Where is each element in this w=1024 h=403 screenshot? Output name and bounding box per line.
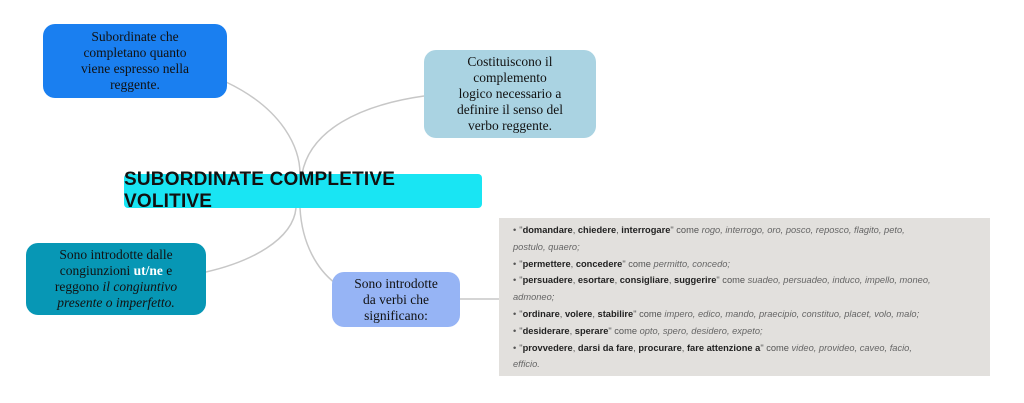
connector-to-verbi	[300, 208, 335, 283]
connector-to-introdotte	[206, 208, 296, 272]
bullet-icon: •	[513, 275, 517, 286]
verb-list-item	[513, 222, 982, 239]
conjunction-ne: ne	[149, 263, 163, 278]
text-fragment: ,	[572, 275, 578, 286]
node-text-line: completano quanto	[83, 45, 187, 60]
node-text-line: Sono introdotte dalle	[59, 247, 173, 262]
verb-keyword: desiderare	[522, 325, 570, 336]
bullet-icon: •	[513, 225, 517, 235]
text-fragment-italic: il congiuntivo	[102, 279, 178, 294]
verb-keyword: interrogare	[621, 225, 671, 235]
text-fragment: " come	[760, 342, 792, 353]
node-text-line: Costituiscono il	[467, 54, 553, 69]
text-fragment: "	[519, 275, 523, 286]
node-text-line: significano:	[364, 307, 428, 323]
verb-list-continuation: efficio.	[513, 359, 540, 370]
verb-list-photo	[499, 218, 990, 376]
text-fragment: ,	[616, 225, 622, 235]
bullet-icon: •	[513, 342, 517, 353]
node-text-line: logico necessario a	[458, 86, 562, 101]
node-text-line: da verbi che	[363, 291, 429, 307]
text-fragment: ,	[614, 275, 620, 286]
text-fragment: " come	[670, 225, 702, 235]
verb-keyword: chiedere	[577, 225, 617, 235]
text-fragment: "	[519, 225, 523, 235]
node-text-line	[55, 295, 177, 311]
latin-examples: permitto, concedo;	[653, 258, 731, 269]
verb-keyword: esortare	[577, 275, 615, 286]
verb-keyword: persuadere	[522, 275, 573, 286]
text-fragment: "	[519, 325, 523, 336]
verb-keyword: fare attenzione a	[686, 342, 761, 353]
text-fragment: ,	[572, 225, 578, 235]
node-text-line: Subordinate che	[91, 29, 179, 44]
verb-keyword: procurare	[638, 342, 682, 353]
node-text-line: verbo reggente.	[468, 118, 552, 133]
text-fragment: " come	[622, 258, 654, 269]
node-text-line	[55, 263, 177, 279]
verb-keyword: volere	[564, 308, 593, 319]
latin-examples: impero, edico, mando, praecipio, constituo, placet, volo, malo;	[664, 308, 920, 319]
node-text-line	[55, 279, 177, 295]
node-costituiscono-complemento	[424, 50, 596, 138]
conjunction-separator: /	[145, 263, 150, 278]
text-fragment: ,	[592, 308, 598, 319]
bullet-icon: •	[513, 258, 517, 269]
bullet-icon: •	[513, 308, 517, 319]
text-fragment: ,	[559, 308, 565, 319]
text-fragment: ,	[569, 325, 575, 336]
text-fragment-italic: presente o imperfetto.	[57, 295, 175, 310]
text-fragment: "	[519, 308, 523, 319]
node-introdotte-verbi	[332, 272, 460, 327]
verb-keyword: domandare	[522, 225, 573, 235]
text-fragment: ,	[572, 342, 578, 353]
verb-keyword: concedere	[575, 258, 623, 269]
verb-list-item	[513, 340, 982, 357]
node-text-line: complemento	[473, 70, 547, 85]
verb-list-item	[513, 306, 982, 323]
latin-examples: suadeo, persuadeo, induco, impello, moneo,	[747, 275, 931, 286]
verb-keyword: suggerire	[674, 275, 717, 286]
latin-examples: opto, spero, desidero, expeto;	[639, 325, 763, 336]
connector-to-costituiscono	[302, 96, 424, 174]
text-fragment: ,	[668, 275, 675, 286]
node-text-line: viene espresso nella	[81, 61, 189, 76]
verb-list-item	[513, 272, 982, 289]
verb-keyword: permettere	[522, 258, 571, 269]
node-text-line: definire il senso del	[456, 102, 564, 117]
node-text-line: reggente.	[110, 77, 160, 92]
text-fragment: reggono	[54, 279, 103, 294]
text-fragment: "	[519, 258, 523, 269]
node-introdotte-congiunzioni	[26, 243, 206, 315]
text-fragment: congiunzioni	[59, 263, 134, 278]
verb-keyword: darsi da fare	[577, 342, 634, 353]
text-fragment: ,	[681, 342, 687, 353]
verb-keyword: sperare	[574, 325, 609, 336]
conjunction-ut: ut	[133, 263, 146, 278]
latin-examples: rogo, interrogo, oro, posco, reposco, flagito, peto,	[701, 225, 905, 235]
connector-to-subordinate	[226, 82, 300, 174]
text-fragment: e	[162, 263, 173, 278]
text-fragment: " come	[608, 325, 640, 336]
verb-keyword: stabilire	[597, 308, 634, 319]
latin-examples: video, provideo, caveo, facio,	[791, 342, 912, 353]
verb-list-item	[513, 323, 982, 340]
verb-keyword: ordinare	[522, 308, 560, 319]
verb-keyword: provvedere	[522, 342, 573, 353]
bullet-icon: •	[513, 325, 517, 336]
central-topic	[124, 169, 482, 212]
text-fragment: "	[519, 342, 523, 353]
text-fragment: ,	[570, 258, 576, 269]
verb-list-item	[513, 256, 982, 273]
verb-list-continuation: admoneo;	[513, 292, 555, 303]
verb-keyword: consigliare	[619, 275, 669, 286]
text-fragment: ,	[633, 342, 639, 353]
text-fragment: " come	[633, 308, 665, 319]
node-text-line: Sono introdotte	[354, 275, 438, 291]
node-subordinate-completano	[43, 24, 227, 98]
central-topic-label: SUBORDINATE COMPLETIVE VOLITIVE	[124, 169, 396, 212]
text-fragment: " come	[716, 275, 748, 286]
verb-list-continuation: postulo, quaero;	[513, 241, 580, 252]
